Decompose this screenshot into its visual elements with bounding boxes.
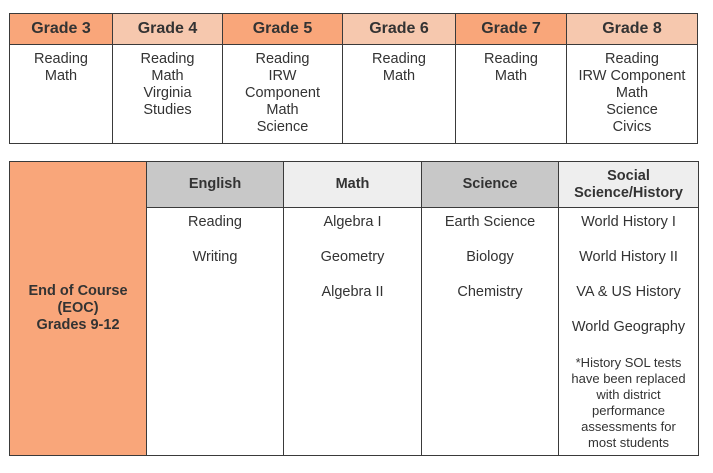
subject-line: Reading xyxy=(604,51,659,67)
subject-line: Reading xyxy=(371,51,426,67)
grade-4-header: Grade 4 xyxy=(113,14,223,45)
header-line: Science/History xyxy=(574,184,683,201)
subject-line: Math xyxy=(44,68,78,84)
footnote-line: *History SOL tests xyxy=(575,355,682,370)
course-item: Geometry xyxy=(320,249,385,265)
math-courses xyxy=(284,208,422,455)
grade-6-header: Grade 6 xyxy=(343,14,456,45)
footnote-line: performance xyxy=(592,403,665,418)
grade-4-subjects xyxy=(113,45,223,143)
subject-line: Virginia xyxy=(143,85,192,101)
science-header: Science xyxy=(422,162,559,208)
subject-line: Math xyxy=(151,68,184,84)
course-item: Reading xyxy=(187,214,242,230)
subject-line: Math xyxy=(494,68,528,84)
eoc-label-cell xyxy=(10,162,147,455)
footnote-line: with district xyxy=(596,387,661,402)
subject-line: IRW xyxy=(268,68,297,84)
course-item: Biology xyxy=(466,249,514,265)
subject-line: Math xyxy=(266,102,299,118)
subject-line: Reading xyxy=(33,51,88,67)
english-header: English xyxy=(147,162,284,208)
grade-7-subjects xyxy=(456,45,567,143)
footnote-line: have been replaced xyxy=(571,371,686,386)
subject-line: Reading xyxy=(483,51,538,67)
grade-level-table xyxy=(9,13,698,144)
grade-3-header: Grade 3 xyxy=(10,14,113,45)
footnote-line: assessments for xyxy=(581,419,676,434)
subject-line: Science xyxy=(606,102,658,118)
course-item: World Geography xyxy=(571,319,686,335)
social-science-history-header xyxy=(559,162,698,208)
science-courses xyxy=(422,208,559,455)
grade-3-subjects xyxy=(10,45,113,143)
history-sol-footnote xyxy=(561,355,695,451)
subject-line: Math xyxy=(382,68,416,84)
social-science-history-courses xyxy=(559,208,698,455)
course-item: World History I xyxy=(581,214,676,230)
grade-7-header: Grade 7 xyxy=(456,14,567,45)
subject-line: Studies xyxy=(143,102,192,118)
eoc-label-line: (EOC) xyxy=(57,300,99,316)
subject-line: Math xyxy=(615,85,649,101)
course-item: Algebra I xyxy=(323,214,382,230)
grade-8-header: Grade 8 xyxy=(567,14,697,45)
course-item: Writing xyxy=(192,249,238,265)
subject-line: Science xyxy=(256,119,309,135)
course-item: VA & US History xyxy=(576,284,681,300)
course-item: World History II xyxy=(579,249,678,265)
english-courses xyxy=(147,208,284,455)
eoc-label-line: End of Course xyxy=(28,283,128,299)
subject-line: Reading xyxy=(255,51,310,67)
course-item: Algebra II xyxy=(321,284,384,300)
end-of-course-table xyxy=(9,161,699,456)
course-item: Earth Science xyxy=(444,214,536,230)
grade-6-subjects xyxy=(343,45,456,143)
grade-5-header: Grade 5 xyxy=(223,14,343,45)
subject-line: IRW Component xyxy=(578,68,686,84)
grade-5-subjects xyxy=(223,45,343,143)
subject-line: Reading xyxy=(140,51,195,67)
math-header: Math xyxy=(284,162,422,208)
subject-line: Civics xyxy=(612,119,652,135)
eoc-label-line: Grades 9-12 xyxy=(36,317,120,333)
header-line: Social xyxy=(607,167,650,184)
footnote-line: most students xyxy=(588,435,669,450)
subject-line: Component xyxy=(245,85,320,101)
grade-8-subjects xyxy=(567,45,697,143)
course-item: Chemistry xyxy=(457,284,523,300)
